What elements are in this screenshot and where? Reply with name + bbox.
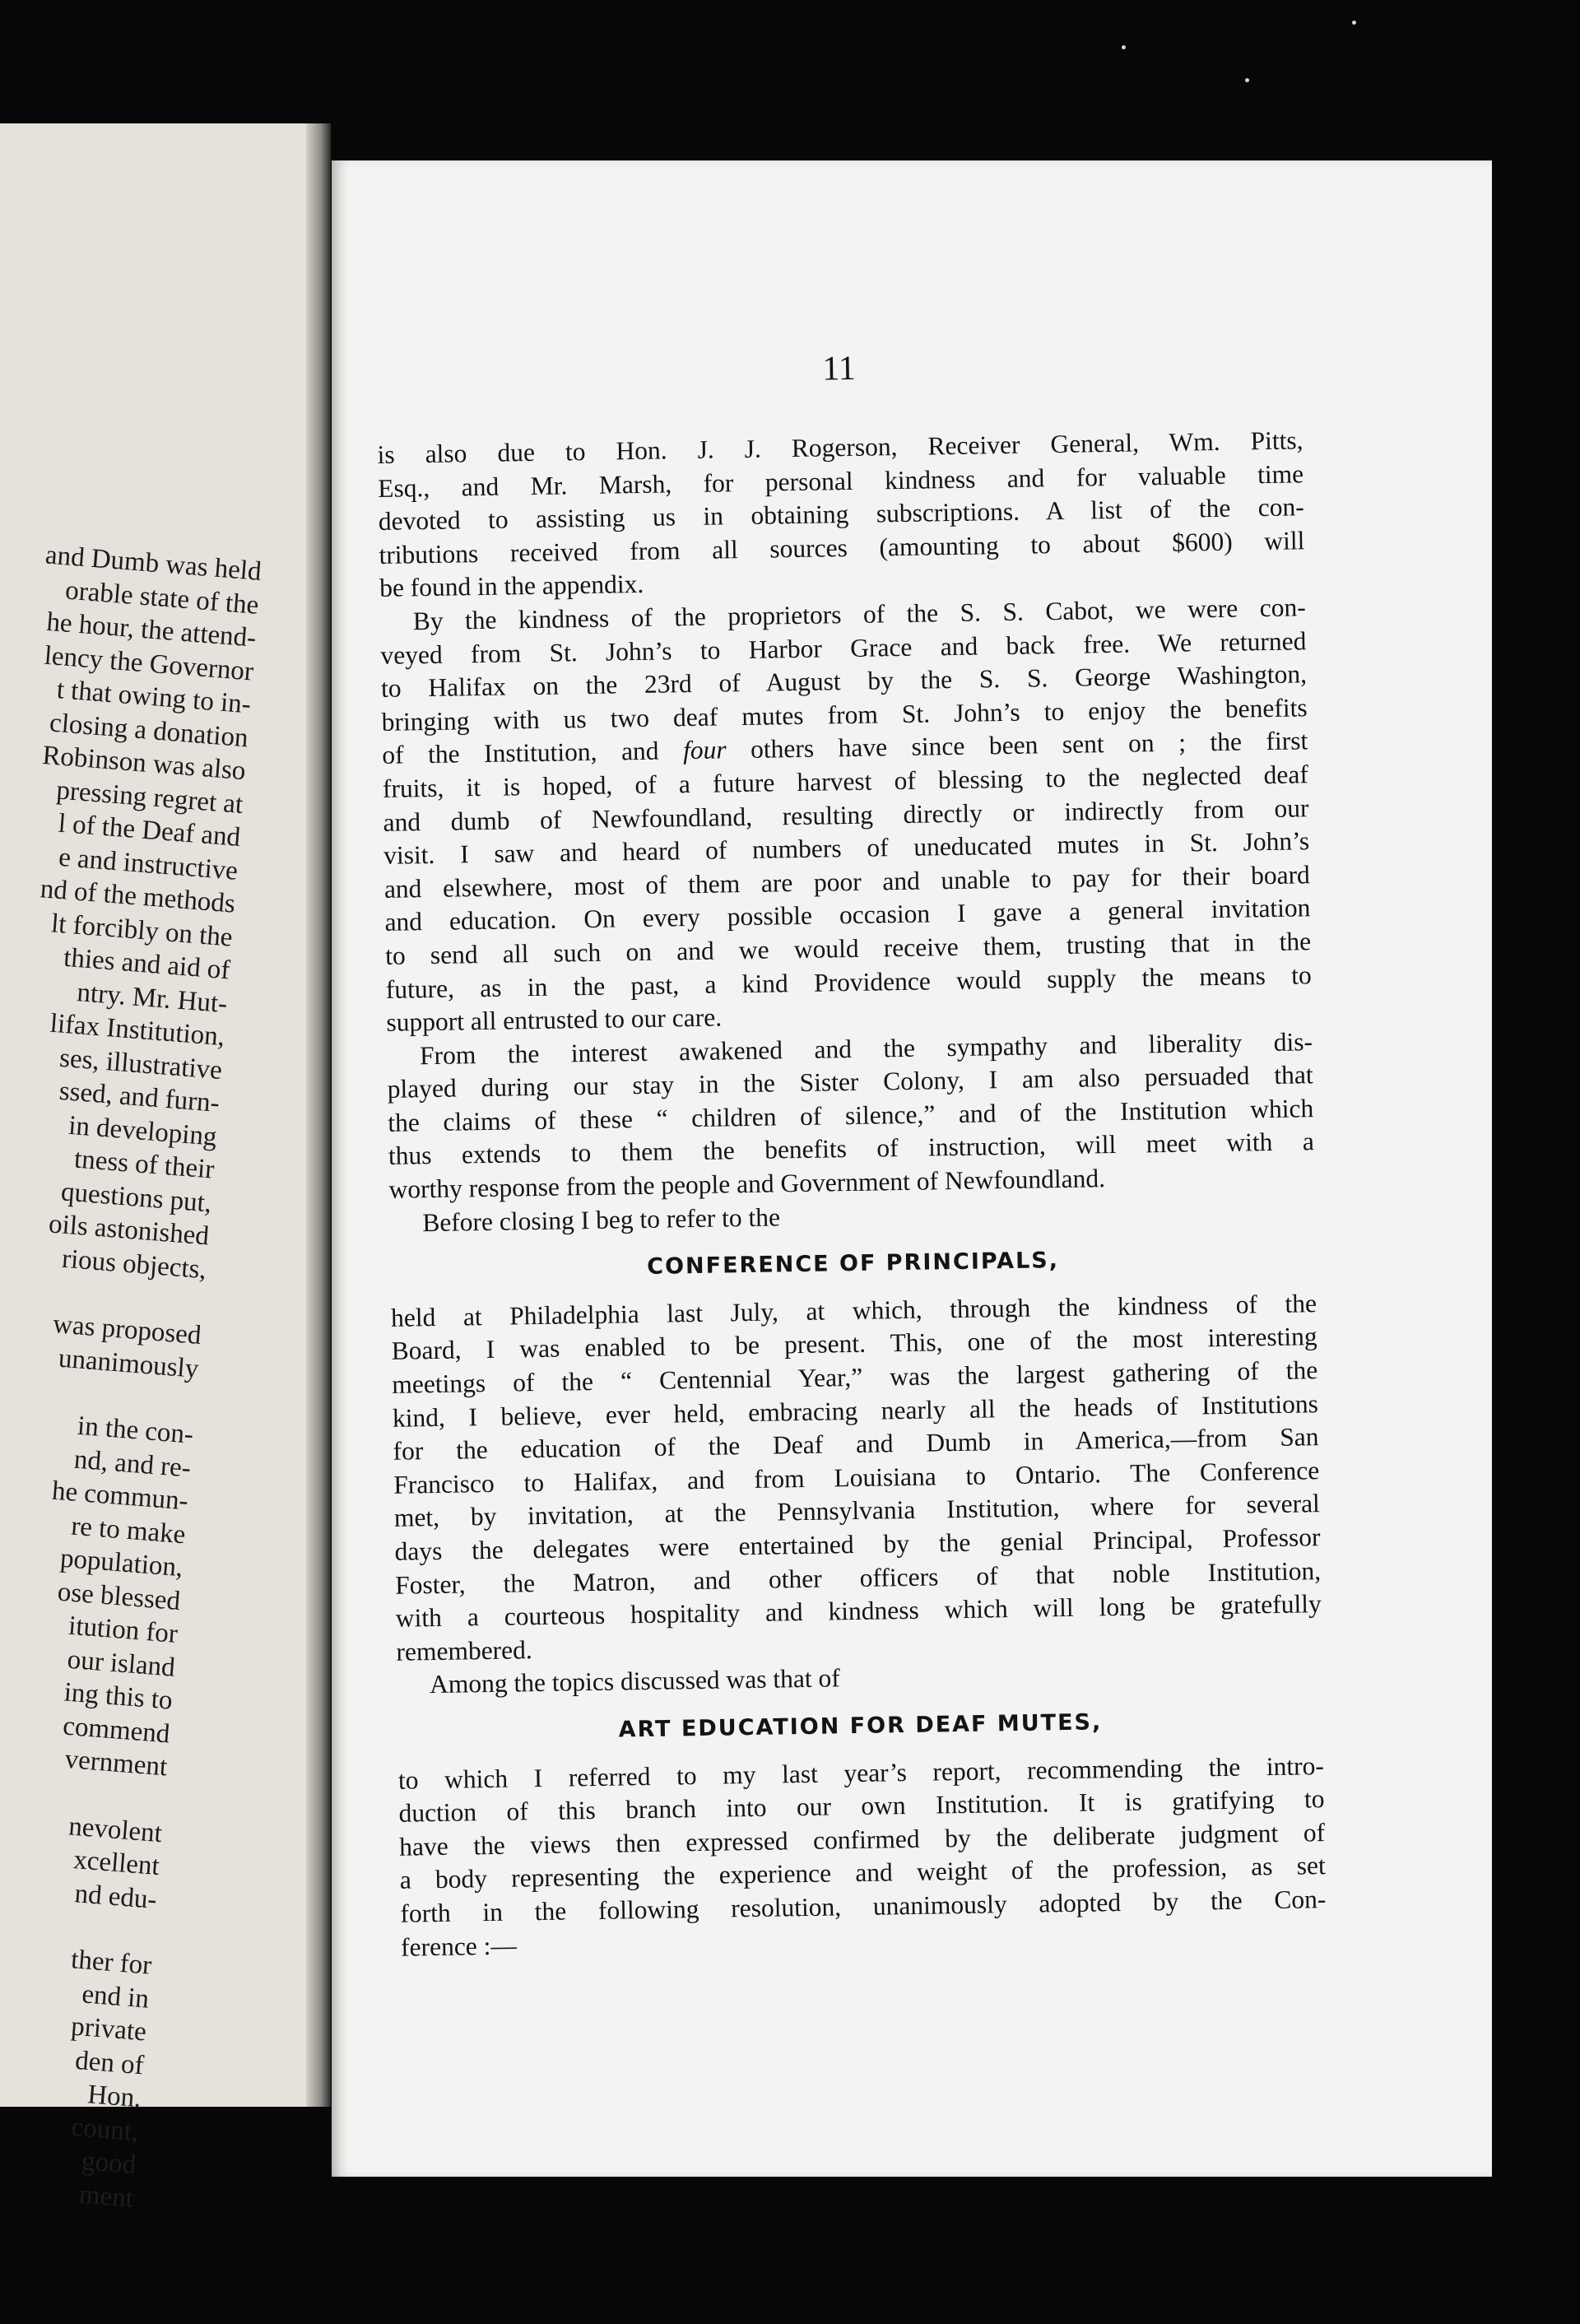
facing-page-text — [0, 535, 263, 2215]
text-line: and elsewhere, most of them are poor and unable to pay for their board — [383, 859, 1311, 904]
facing-page-line: our island — [66, 1644, 177, 1683]
paragraph-3 — [387, 1025, 1315, 1207]
text-line: future, as in the past, a kind Providence would supply the means to — [385, 960, 1312, 1004]
text-line: days the delegates were entertained by the genial Principal, Professor — [394, 1522, 1321, 1566]
paragraph-5 — [391, 1287, 1322, 1669]
text-line: By the kindness of the proprietors of the S. S. Cabot, we were con- — [412, 593, 1306, 636]
facing-page-line: nevolent — [67, 1810, 164, 1848]
text-line: Among the topics discussed was that of — [429, 1663, 840, 1699]
facing-page-line: re to make — [70, 1511, 187, 1550]
facing-page-line: t that owing to in- — [55, 675, 253, 720]
text-line: is also due to Hon. J. J. Rogerson, Receiver General, Wm. Pitts, — [377, 425, 1304, 469]
facing-page-line: good — [80, 2145, 137, 2181]
facing-page-line: end in — [81, 1978, 151, 2015]
text-line: remembered. — [396, 1634, 533, 1666]
section-heading-art-education: ART EDUCATION FOR DEAF MUTES, — [618, 1709, 1103, 1743]
facing-page-line: tness of their — [72, 1144, 216, 1185]
facing-page-line: l of the Deaf and — [57, 808, 242, 853]
facing-page-line: questions put, — [59, 1176, 213, 1219]
facing-page-line: pressing regret at — [55, 774, 244, 820]
facing-page-line: unanimously — [57, 1343, 200, 1384]
facing-page-line: ose blessed — [56, 1577, 182, 1616]
dust-speck — [1352, 21, 1356, 25]
text-line: Foster, the Matron, and other officers of that noble Institution, — [394, 1555, 1322, 1600]
text-line: veyed from St. John’s to Harbor Grace and back free. We returned — [380, 625, 1307, 670]
book-gutter — [306, 123, 331, 2107]
text-line: with a courteous hospitality and kindness which will long be gratefully — [395, 1589, 1322, 1633]
facing-page-line: nd edu- — [73, 1878, 158, 1915]
facing-page-line: private — [70, 2011, 148, 2047]
text-line: played during our stay in the Sister Colony, I am also persuaded that — [387, 1060, 1313, 1104]
page-text-block — [373, 146, 1327, 1962]
text-line: the claims of these “ children of silence,” and of the Institution which — [388, 1094, 1314, 1137]
facing-page-line: he commun- — [50, 1476, 189, 1517]
text-line: kind, I believe, ever held, embracing nearly all the heads of Institutions — [392, 1388, 1319, 1433]
facing-page-line: nd, and re- — [72, 1444, 193, 1484]
facing-page-line: den of — [74, 2045, 146, 2080]
text-line: Francisco to Halifax, and from Louisiana to Ontario. The Conference — [393, 1455, 1320, 1499]
document-page — [332, 160, 1492, 2177]
page-number: 11 — [821, 349, 857, 388]
text-line: ference :— — [400, 1931, 518, 1962]
paragraph-1 — [377, 424, 1305, 606]
facing-page-line: closing a donation — [48, 707, 249, 753]
facing-page-line: ment — [77, 2179, 135, 2214]
facing-page-line: ther for — [69, 1945, 153, 1981]
facing-page-line: lifax Institution, — [49, 1008, 226, 1053]
text-line: to which I referred to my last year’s report, recommending the intro- — [397, 1750, 1325, 1795]
text-fragment: others have since been sent on ; the first — [726, 726, 1308, 765]
text-line: forth in the following resolution, unanimously adopted by the Con- — [400, 1885, 1327, 1928]
facing-page-line: ssed, and furn- — [58, 1076, 221, 1118]
facing-page-line: itution for — [67, 1611, 179, 1649]
text-line: met, by invitation, at the Pennsylvania Institution, where for several — [393, 1489, 1321, 1533]
text-fragment: of the Institution, and — [382, 736, 684, 770]
text-line: to send all such on and we would receive them, trusting that in the — [384, 927, 1312, 970]
section-heading-conference: CONFERENCE OF PRINCIPALS, — [647, 1248, 1060, 1281]
facing-page-line: Robinson was also — [41, 740, 247, 787]
text-line: bringing with us two deaf mutes from St. John’s to enjoy the benefits — [381, 692, 1308, 737]
text-line: worthy response from the people and Government of Newfoundland. — [388, 1164, 1106, 1204]
text-line: fruits, it is hoped, of a future harvest of blessing to the neglected deaf — [382, 760, 1309, 803]
facing-page-line: thies and aid of — [62, 942, 231, 986]
facing-page-line: was proposed — [51, 1309, 202, 1351]
paragraph-2 — [379, 591, 1312, 1039]
text-line: to Halifax on the 23rd of August by the S. S. George Washington, — [380, 659, 1308, 704]
facing-page-line: e and instructive — [58, 842, 239, 886]
text-line: Board, I was enabled to be present. This, one of the most interesting — [391, 1322, 1317, 1366]
italic-word: four — [682, 735, 727, 765]
facing-page-line: orable state of the — [64, 575, 260, 621]
text-line: visit. I saw and heard of numbers of uneducated mutes in St. John’s — [383, 826, 1310, 871]
text-line: duction of this branch into our own Institution. It is gratifying to — [398, 1784, 1325, 1828]
text-line: for the education of the Deaf and Dumb in America,—from San — [393, 1422, 1319, 1466]
facing-page-line: oils astonished — [47, 1209, 211, 1252]
text-line: devoted to assisting us in obtaining subscriptions. A list of the con- — [378, 492, 1305, 537]
facing-page-line: ntry. Mr. Hut- — [76, 977, 229, 1019]
facing-page-line: lt forcibly on the — [49, 908, 234, 953]
text-line: be found in the appendix. — [379, 569, 644, 603]
facing-page-line: lency the Governor — [43, 640, 255, 687]
facing-page-line: commend — [62, 1711, 171, 1750]
facing-page-line: ses, illustrative — [58, 1043, 224, 1085]
facing-page-line: in the con- — [76, 1411, 195, 1450]
facing-page-line: nd of the methods — [39, 874, 237, 919]
facing-page-line: in developing — [67, 1110, 218, 1152]
text-line: thus extends to them the benefits of instruction, will meet with a — [388, 1127, 1315, 1171]
facing-page — [0, 123, 325, 2214]
text-line: meetings of the “ Centennial Year,” was the largest gathering of the — [392, 1355, 1318, 1399]
facing-page-line: Hon. — [86, 2080, 142, 2114]
body-text — [377, 424, 1327, 1964]
text-line: have the views then expressed confirmed by the deliberate judgment of — [398, 1817, 1326, 1862]
text-line: support all entrusted to our care. — [386, 1002, 723, 1037]
facing-page-line: rious objects, — [60, 1243, 208, 1285]
facing-page-line: vernment — [63, 1744, 169, 1783]
text-line: and education. On every possible occasion I gave a general invitation — [384, 893, 1311, 937]
facing-page-line: population, — [58, 1543, 184, 1583]
text-line: Esq., and Mr. Marsh, for personal kindness and for valuable time — [377, 458, 1304, 503]
text-line: a body representing the experience and weight of the profession, as set — [399, 1851, 1326, 1895]
facing-page-line: count, — [70, 2112, 140, 2147]
text-line: Before closing I beg to refer to the — [422, 1202, 781, 1237]
facing-page-line: he hour, the attend- — [45, 607, 258, 653]
text-line: and dumb of Newfoundland, resulting directly or indirectly from our — [383, 792, 1309, 837]
text-line: From the interest awakened and the sympathy and liberality dis- — [419, 1026, 1313, 1070]
text-line: held at Philadelphia last July, at which, through the kindness of the — [390, 1289, 1317, 1332]
facing-page-line: ing this to — [63, 1677, 174, 1716]
dust-speck — [1122, 45, 1126, 49]
facing-page-line: xcellent — [72, 1845, 161, 1882]
paragraph-7 — [398, 1750, 1327, 1964]
facing-page-line: and Dumb was held — [44, 540, 263, 587]
dust-speck — [1245, 78, 1249, 82]
text-line: tributions received from all sources (amounting to about $600) will — [379, 526, 1305, 569]
